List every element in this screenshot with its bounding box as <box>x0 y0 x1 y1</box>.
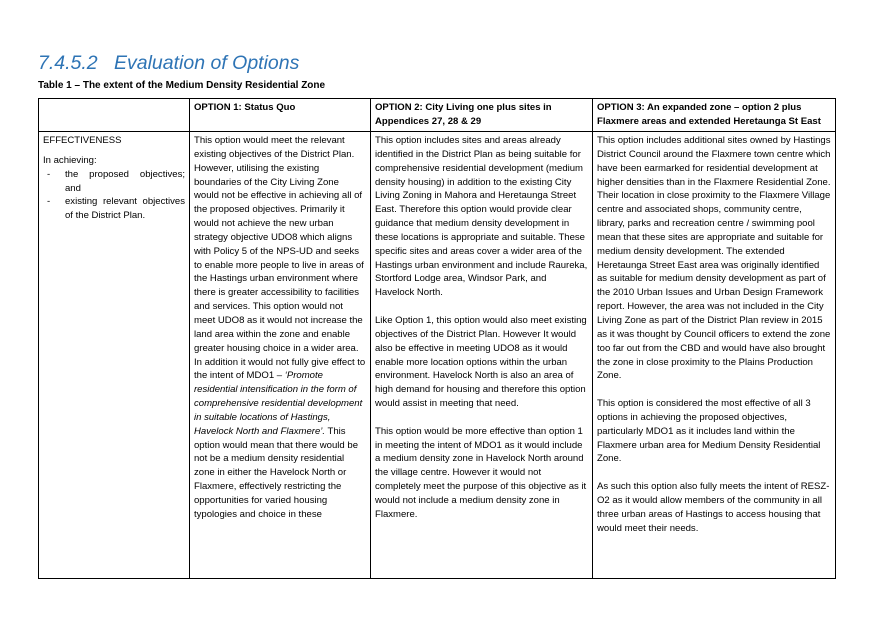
header-option-1: OPTION 1: Status Quo <box>190 99 371 132</box>
section-title: Evaluation of Options <box>114 52 300 74</box>
option-2-paragraph-1: This option includes sites and areas already identified in the District Plan as being suitable for comprehensive residential development (medium density housing) in addition to the existing City Living Zoning in Mahora and Heretaunga Street East. Therefore this option would provide clear guidance that medium density development in these locations is appropriate and suitable. These specific sites and areas cover a wider area of the Hastings urban environment and include Raureka, Stortford Lodge area, Windsor Park, and Havelock North. <box>375 135 588 299</box>
option-3-paragraph-3: As such this option also fully meets the intent of RESZ-O2 as it would allow members of the community in all three urban areas of Hastings to access housing that would meet their needs. <box>597 481 830 534</box>
section-heading <box>38 52 299 75</box>
criteria-cell <box>39 132 190 579</box>
criterion-subtitle: In achieving: <box>43 154 97 166</box>
evaluation-table <box>38 98 836 579</box>
header-option-2: OPTION 2: City Living one plus sites in Appendices 27, 28 & 29 <box>371 99 593 132</box>
criterion-list <box>43 168 185 223</box>
criterion-title: EFFECTIVENESS <box>43 135 122 146</box>
option-2-paragraph-3: This option would be more effective than option 1 in meeting the intent of MDO1 as it would include a medium density zone in Havelock North around the village centre. However it would not completely meet the purpose of this objective as it would not include a medium density zone in Flaxmere. <box>375 425 587 520</box>
list-item: - the proposed objectives; and <box>47 168 185 194</box>
option-1-text-end: This option would mean that there would be not be a medium density residential zone in either the Havelock North or Flaxmere, effectively restricting the opportunities for varied housing typologies and choice in these <box>194 425 358 520</box>
table-row-effectiveness <box>39 132 836 579</box>
section-number: 7.4.5.2 <box>38 52 98 74</box>
option-1-paragraph <box>194 134 366 522</box>
table-header-row <box>39 99 836 132</box>
option-3-paragraph-1: This option includes additional sites owned by Hastings District Council around the Flaxmere town centre which have been earmarked for residential development at higher densities than in the Flaxmere Residential Zone. Their location in close proximity to the Flaxmere Village centre and associated shops, community centre, library, parks and recreation centre / swimming pool mean that these sites are appropriate and suitable for medium density development. The extended Heretaunga Street East area was originally identified as suitable for medium density development as part of the 2010 Urban Issues and Urban Design Framework report. However, the area was not included in the City Living Zone as part of the District Plan review in 2015 as it was thought by Council officers to extend the zone too far out from the CBD and would have also brought the zone in close proximity to the Plains Production Zone. <box>597 135 831 382</box>
criterion-item-1: the proposed objectives; and <box>65 168 185 194</box>
option-1-text: This option would meet the relevant existing objectives of the District Plan. However, utilising the existing boundaries of the City Living Zone would not be effective in achieving all of the proposed objectives. Primarily it would not achieve the new urban strategy objective UDO8 which aligns with Policy 5 of the NPS-UD and seeks to enable more people to live in areas of the Hastings urban environment where there is greater accessibility to facilities and services. This option would not meet UDO8 as it would not increase the land area within the zone and enable greater housing choice in a wider area. In addition it would not fully give effect to the intent of MDO1 – <box>194 135 366 382</box>
option-3-cell <box>593 132 836 579</box>
list-item: - existing relevant objectives of the District Plan. <box>47 196 185 222</box>
option-2-cell <box>371 132 593 579</box>
option-2-paragraph-2: Like Option 1, this option would also meet existing objectives of the District Plan. However It would also be effective in meeting UDO8 as it would enable more location options within the urban environment. Havelock North is also an area of high demand for housing and therefore this option would assist in meeting that need. <box>375 314 587 410</box>
header-criteria <box>39 99 190 132</box>
option-1-cell <box>190 132 371 579</box>
table-caption: Table 1 – The extent of the Medium Density Residential Zone <box>38 80 326 91</box>
option-3-paragraph-2: This option is considered the most effective of all 3 options in achieving the proposed objectives, particularly MDO1 as it includes land within the Flaxmere urban area for Medium Density Residential Zone. <box>597 398 821 465</box>
option-1-quote: ‘Promote residential intensification in the form of comprehensive residential development in suitable locations of Hastings, Havelock North and Flaxmere’. <box>194 370 363 437</box>
criterion-item-2: existing relevant objectives of the District Plan. <box>65 196 185 222</box>
header-option-3: OPTION 3: An expanded zone – option 2 plus Flaxmere areas and extended Heretaunga St East <box>593 99 836 132</box>
